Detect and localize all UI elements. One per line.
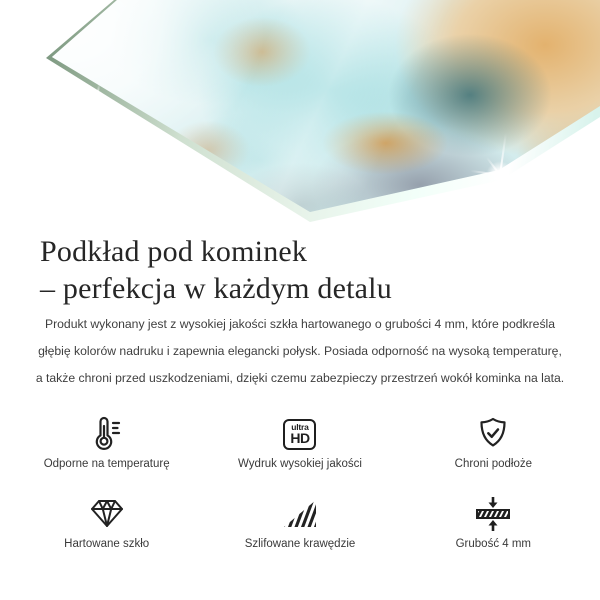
feature-print-quality: [203, 414, 396, 470]
thermometer-icon: [87, 414, 127, 454]
shield-check-icon: [473, 414, 513, 454]
description-line: Produkt wykonany jest z wysokiej jakości szkła hartowanego o grubości 4 mm, które podkreśla: [44, 317, 556, 331]
page-title-line2: – perfekcja w każdym detalu: [40, 272, 392, 305]
diamond-icon: [87, 494, 127, 534]
feature-tempered-glass: [10, 494, 203, 550]
marble-print-glass-panel: [0, 0, 600, 235]
description-line: głębię kolorów nadruku i zapewnia elegancki połysk. Posiada odporność na wysoką temperaturę,: [38, 344, 562, 358]
description-line: a także chroni przed uszkodzeniami, dzięki czemu zabezpieczy przestrzeń wokół kominka na lata.: [35, 371, 565, 385]
thickness-4mm-icon: [473, 494, 513, 534]
page-title: [40, 233, 600, 307]
glass-reflection: [0, 0, 600, 235]
feature-protects-floor: [397, 414, 590, 470]
beveled-edges-icon: [280, 494, 320, 534]
page-title-line1: Podkład pod kominek: [40, 235, 308, 268]
product-photo: [0, 0, 600, 235]
feature-label: Grubość 4 mm: [455, 538, 532, 550]
feature-label: Wydruk wysokiej jakości: [238, 458, 362, 470]
feature-thickness: [397, 494, 590, 550]
feature-label: Odporne na temperaturę: [43, 458, 170, 470]
ultra-hd-icon-text-bottom: HD: [290, 430, 310, 446]
product-description: [30, 311, 570, 392]
ultra-hd-icon-text-top: ultra: [291, 422, 309, 432]
feature-grid: [10, 414, 590, 550]
feature-label: Hartowane szkło: [64, 538, 150, 550]
feature-label: Chroni podłoże: [454, 458, 532, 470]
feature-label: Szlifowane krawędzie: [244, 538, 356, 550]
ultra-hd-icon: [283, 414, 316, 454]
feature-temperature-resistant: [10, 414, 203, 470]
feature-polished-edges: [203, 494, 396, 550]
